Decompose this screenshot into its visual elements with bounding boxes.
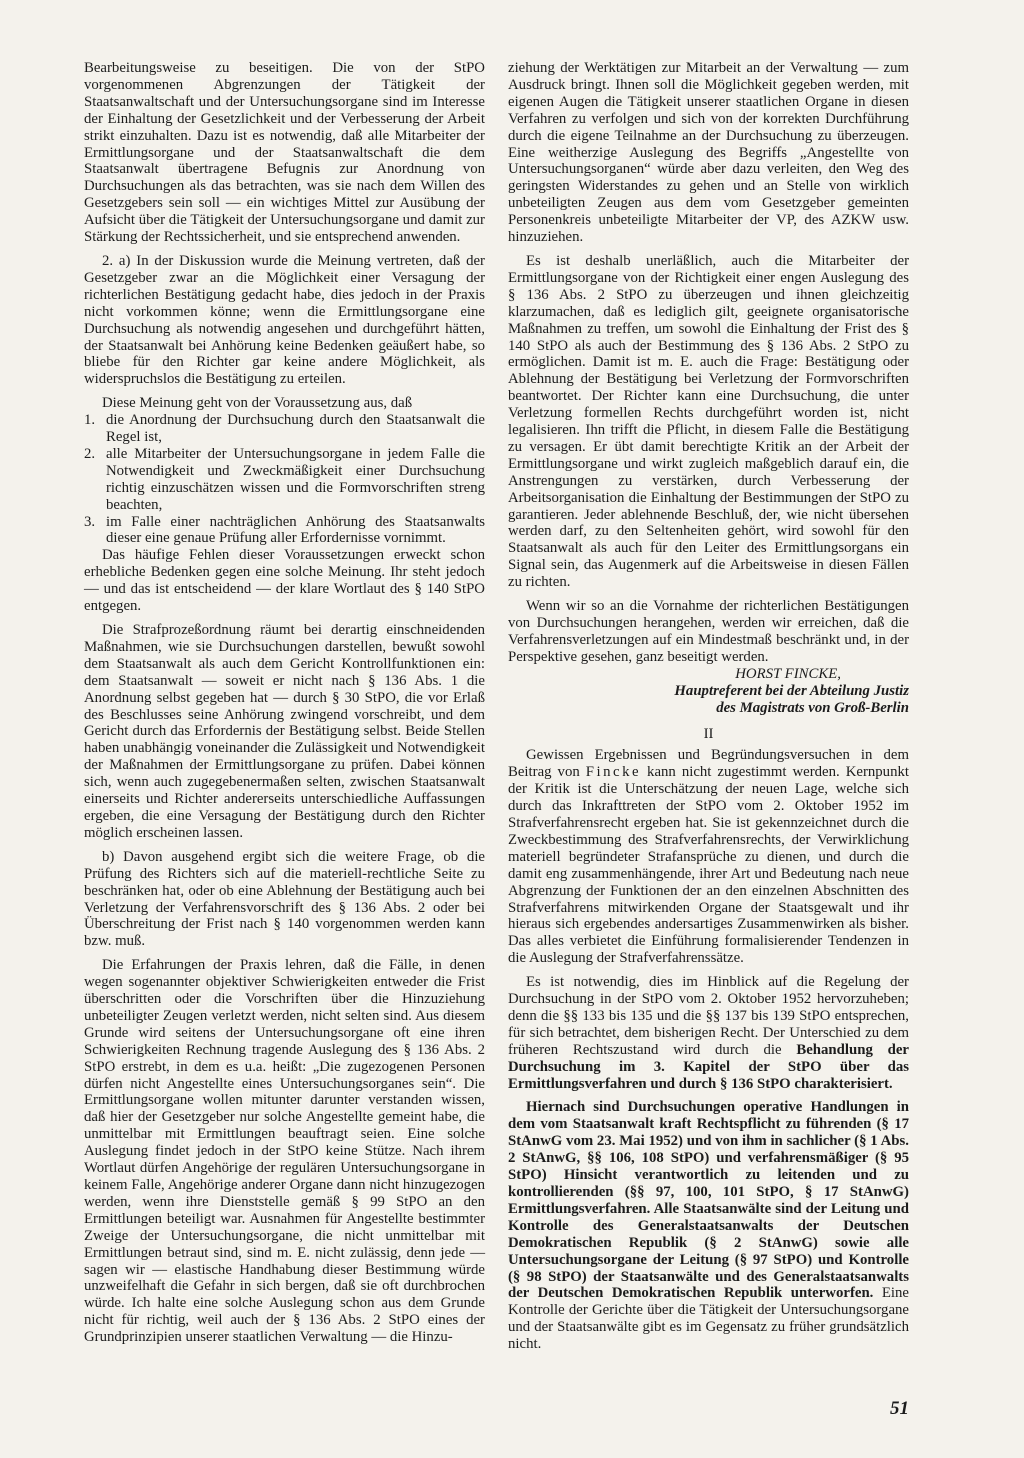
paragraph: [508, 747, 909, 967]
left-column: [84, 60, 485, 1346]
author-name: HORST FINCKE,: [735, 665, 841, 682]
author-title: Hauptreferent bei der Abteilung Justiz: [674, 682, 909, 699]
emphasized-text: Behandlung der Durchsuchung im 3. Kapitel der StPO über das Ermittlungsverfahren und durch § 136 StPO charakterisiert.: [508, 1041, 909, 1092]
list-text: im Falle einer nachträglichen Anhörung des Staatsanwalts dieser eine genaue Prüfung aller Erfordernisse vornimmt.: [106, 513, 485, 547]
page-number: 51: [890, 1398, 909, 1419]
list-item: [84, 514, 485, 548]
paragraph: Die Erfahrungen der Praxis lehren, daß die Fälle, in denen wegen sogenannter objektiver Schwierigkeiten entweder die Frist überschritten oder die Vorschriften über die Hinzuziehung unbeteiligter Zeugen verletzt werden, nicht selten sind. Aus diesem Grunde wird seitens der Untersuchungsorgane oft eine ihren Schwierigkeiten Rechnung tragende Auslegung des § 136 Abs. 2 StPO erstrebt, in dem es u.a. heißt: „Die zugezogenen Personen dürfen nicht Angestellte eines Untersuchungsorganes sein“. Die Ermittlungsorgane wollen mitunter darunter verstanden wissen, daß hier der Gesetzgeber nur solche Angestellte gemeint habe, die unmittelbar mit Ermittlungen beauftragt seien. Eine solche Auslegung findet jedoch in der StPO keine Stütze. Nach ihrem Wortlaut dürfen Angehörige der regulären Untersuchungsorgane in keinem Falle, Angehörige anderer Organe dann nicht hinzugezogen werden, wenn ihre Dienststelle gemäß § 99 StPO an den Ermittlungen beteiligt war. Ausnahmen für Angestellte bestimmter Zweige der Untersuchungsorgane, die nicht unmittelbar mit Ermittlungen betraut sind, sind m. E. nicht zulässig, denn jede — sagen wir — elastische Handhabung dieser Bestimmung würde unzweifelhaft die Gefahr in sich bergen, daß sie oft durchbrochen würde. Ich halte eine solche Auslegung schon aus dem Grunde nicht für richtig, weil auch der § 136 Abs. 2 StPO eines der Grundprinzipien unserer staatlichen Verwaltung — die Hinzu-: [84, 957, 485, 1346]
paragraph: ziehung der Werktätigen zur Mitarbeit an der Verwaltung — zum Ausdruck bringt. Ihnen soll die Möglichkeit gegeben werden, mit eigenen Augen die Tätigkeit unserer staatlichen Organe in diesen Verfahren zu verfolgen und sich von der korrekten Durchführung durch die eigene Teilnahme an der Durchsuchung zu überzeugen. Eine weitherzige Auslegung des Begriffs „Angestellte von Untersuchungsorganen“ würde aber dazu verleiten, den Weg des geringsten Widerstandes zu gehen und an Stelle von wirklich unbeteiligten Zeugen aus dem vom Gesetzgeber gemeinten Personenkreis unbeteiligte Mitarbeiter der VP, des AZKW usw. hinzuziehen.: [508, 60, 909, 246]
paragraph: [508, 1099, 909, 1353]
paragraph: b) Davon ausgehend ergibt sich die weitere Frage, ob die Prüfung des Richters sich auf die materiell-rechtliche Seite zu beschränken hat, oder ob eine Ablehnung der Bestätigung auch bei Verletzung der Verfahrensvorschrift des § 136 Abs. 2 oder bei Überschreitung der Frist nach § 140 vorgenommen werden kann bzw. muß.: [84, 848, 485, 950]
condition-list: [84, 412, 485, 547]
paragraph: Das häufige Fehlen dieser Voraussetzungen erweckt schon erhebliche Bedenken gegen eine solche Meinung. Ihr steht jedoch — und das ist entscheidend — der klare Wortlaut des § 140 StPO entgegen.: [84, 547, 485, 615]
list-number: 2.: [84, 445, 96, 462]
list-item: [84, 446, 485, 514]
text-run: Gewissen Ergebnissen und Begründungsversuchen in dem Beitrag von: [508, 747, 909, 781]
author-office: des Magistrats von Groß-Berlin: [716, 699, 909, 716]
section-heading: II: [703, 726, 714, 743]
list-number: 1.: [84, 412, 96, 429]
paragraph: 2. a) In der Diskussion wurde die Meinung vertreten, daß der Gesetzgeber zwar an die Möglichkeit einer Versagung der richterlichen Bestätigung gedacht habe, dies jedoch in der Praxis nicht vorkommen könne; wenn die Ermittlungsorgane eine Durchsuchung als notwendig angesehen und durchgeführt hätten, der Staatsanwalt bei Anhörung keine Bedenken geäußert habe, so bliebe für den Richter gar keine andere Möglichkeit, als widerspruchslos die Bestätigung zu erteilen.: [84, 252, 485, 388]
text-run: Es ist notwendig, dies im Hinblick auf die Regelung der Durchsuchung in der StPO vom 2. Oktober 1952 hervorzuheben; denn die §§ 133 bis 135 und die §§ 137 bis 139 StPO entsprechen, für sich betrachtet, dem bisherigen Recht. Der Unterschied zu dem früheren Rechtszustand wird durch die: [508, 974, 909, 1058]
paragraph: Es ist deshalb unerläßlich, auch die Mitarbeiter der Ermittlungsorgane von der Richtigkeit einer engen Auslegung des § 136 Abs. 2 StPO zu überzeugen und ihnen gleichzeitig klarzumachen, daß es lediglich gilt, geeignete organisatorische Maßnahmen zu treffen, um sowohl die Einhaltung der Frist des § 140 StPO als auch der Bestimmung des § 136 Abs. 2 StPO zu ermöglichen. Damit ist m. E. auch die Frage: Bestätigung oder Ablehnung der Bestätigung bei Verletzung der Formvorschriften beantwortet. Der Richter kann eine Durchsuchung, die unter Verletzung formellen Rechts durchgeführt worden ist, nicht legalisieren. Ihn trifft die Pflicht, in diesem Falle die Bestätigung zu versagen. Er übt damit berechtigte Kritik an der Arbeit der Ermittlungsorgane und wirkt zugleich maßgeblich darauf ein, die Anstrengungen zu verstärken, durch Verbesserung der Arbeitsorganisation die Einhaltung der Bestimmungen der StPO zu garantieren. Jeder ablehnende Beschluß, der, wie nicht übersehen werden darf, zu den Seltenheiten gehört, wird sowohl für den Staatsanwalt als auch für den Leiter des Ermittlungsorgans ein Signal sein, das Augenmerk auf die Arbeitsweise in diesen Fällen zu richten.: [508, 252, 909, 591]
text-run: Eine Kontrolle der Gerichte über die Tätigkeit der Untersuchungsorgane und der Staatsanwälte gibt es im Gegensatz zu früher grundsätzlich nicht.: [508, 1285, 909, 1353]
list-item: [84, 412, 485, 446]
emphasized-text: Hiernach sind Durchsuchungen operative Handlungen in dem vom Staatsanwalt kraft Rechtspflicht zu führenden (§ 17 StAnwG vom 23. Mai 1952) und von ihm in sachlicher (§ 1 Abs. 2 StAnwG, §§ 106, 108 StPO) und verfahrensmäßiger (§ 95 StPO) Hinsicht verantwortlich zu leitenden und zu kontrollierenden (§§ 97, 100, 101 StPO, § 17 StAnwG) Ermittlungsverfahren. Alle Staatsanwälte sind der Leitung und Kontrolle des Generalstaatsanwalts der Deutschen Demokratischen Republik (§ 2 StAnwG) sowie alle Untersuchungsorgane der Leitung (§ 97 StPO) und Kontrolle (§ 98 StPO) der Staatsanwälte und des Generalstaatsanwalts der Deutschen Demokratischen Republik unterworfen.: [508, 1099, 909, 1302]
right-column: [508, 60, 909, 1353]
list-number: 3.: [84, 513, 96, 530]
list-text: die Anordnung der Durchsuchung durch den Staatsanwalt die Regel ist,: [106, 412, 485, 446]
paragraph: [508, 974, 909, 1092]
paragraph: Diese Meinung geht von der Voraussetzung aus, daß: [102, 395, 413, 412]
text-run: kann nicht zugestimmt werden. Kernpunkt der Kritik ist die Unterschätzung der neuen Lage, welche sich durch das Inkrafttreten der StPO vom 2. Oktober 1952 im Strafverfahrensrecht ergeben hat. Sie ist gekennzeichnet durch die Zweckbestimmung des Strafverfahrensrechts, der Verwirklichung materiell begründeter Strafansprüche zu dienen, und durch die damit eng zusammenhängende, ihrer Art und Bedeutung nach neue Abgrenzung der Funktionen der an den einzelnen Abschnitten des Strafverfahrens mitwirkenden Organe der Staatsgewalt und ihr hieraus sich ergebendes andersartiges Zusammenwirken als bisher. Das alles verbietet die Einführung formalisierender Tendenzen in die Auslegung der Strafverfahrenssätze.: [508, 764, 909, 967]
paragraph: Bearbeitungsweise zu beseitigen. Die von der StPO vorgenommenen Abgrenzungen der Tätigkeit der Staatsanwaltschaft und der Untersuchungsorgane sind im Interesse der Einhaltung der Gesetzlichkeit und der Verbesserung der Arbeit strikt einzuhalten. Dazu ist es notwendig, daß alle Mitarbeiter der Ermittlungsorgane und der Staatsanwaltschaft die dem Staatsanwalt übertragene Befugnis zur Anordnung von Durchsuchungen als das betrachten, was sie nach dem Willen des Gesetzgebers sein soll — ein wichtiges Mittel zur Ausübung der Aufsicht über die Tätigkeit der Untersuchungsorgane und damit zur Stärkung der Rechtssicherheit, und sie entsprechend anwenden.: [84, 60, 485, 246]
list-text: alle Mitarbeiter der Untersuchungsorgane in jedem Falle die Notwendigkeit und Zweckmäßigkeit einer Durchsuchung richtig einzuschätzen wissen und die Formvorschriften streng beachten,: [106, 445, 485, 513]
author-reference: Fincke: [585, 764, 642, 781]
paragraph: Die Strafprozeßordnung räumt bei derartig einschneidenden Maßnahmen, wie sie Durchsuchungen darstellen, bewußt sowohl dem Staatsanwalt als auch dem Gericht Kontrollfunktionen ein: dem Staatsanwalt — soweit er nicht nach § 136 Abs. 1 die Anordnung selbst gegeben hat — durch § 30 StPO, die vor Erlaß des Beschlusses seine Anhörung zwingend vorschreibt, und dem Gericht durch das Erfordernis der Bestätigung selbst. Beide Stellen haben unabhängig voneinander die Zulässigkeit und Notwendigkeit der Maßnahmen der Ermittlungsorgane zu prüfen. Dabei können sich, wenn auch zugegebenermaßen selten, zwischen Staatsanwalt einerseits und Richter andererseits unterschiedliche Auffassungen ergeben, die eine Versagung der Bestätigung durch den Richter möglich erscheinen lassen.: [84, 622, 485, 841]
paragraph: Wenn wir so an die Vornahme der richterlichen Bestätigungen von Durchsuchungen herangehen, werden wir erreichen, daß die Verfahrensverletzungen auf ein Mindestmaß beschränkt und, in der Perspektive gesehen, ganz beseitigt werden.: [508, 598, 909, 665]
